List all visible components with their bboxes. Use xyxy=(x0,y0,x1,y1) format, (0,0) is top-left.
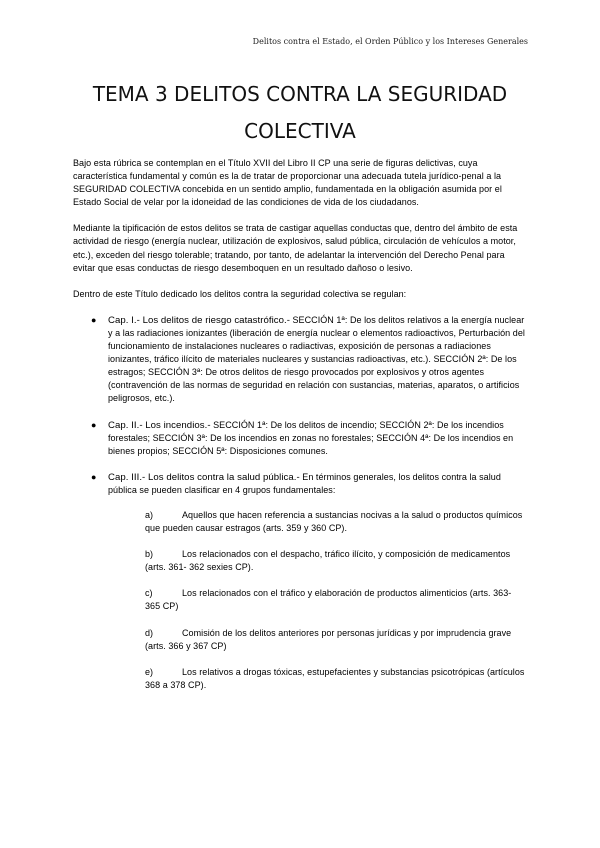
running-header: Delitos contra el Estado, el Orden Público y los Intereses Generales xyxy=(252,37,528,46)
group-text: Los relacionados con el despacho, tráfico ilícito, y composición de medicamentos (arts. 361- 362 sexies CP). xyxy=(145,549,511,573)
group-letter: c) xyxy=(145,588,153,599)
group-text: Aquellos que hacen referencia a sustancias nocivas a la salud o productos químicos que pueden causar estragos (arts. 359 y 360 CP). xyxy=(145,509,523,534)
regulation-lead-paragraph: Dentro de este Título dedicado los delitos contra la seguridad colectiva se regulan: xyxy=(73,288,407,299)
group-list xyxy=(108,509,528,692)
title-line-2: COLECTIVA xyxy=(244,119,356,143)
chapter-text: SECCIÓN 1ª: De los delitos relativos a la energía nuclear y a las radiaciones ionizantes (liberación de energía nuclear o elementos radioactivos, Perturbación del funcionamiento de instalaciones nucleares o radiactivas, exposición de personas a radiaciones ionizantes, tráfico ilícito de materiales nucleares y sustancias radioactivas, etc.). SECCIÓN 2ª: De los estragos; SECCIÓN 3ª: De otros delitos de riesgo provocados por explosivos y otros agentes (contravención de las normas de seguridad en relación con sustancias, materias, aparatos, o artificios peligrosos, etc.). xyxy=(108,314,525,404)
list-item xyxy=(108,509,528,535)
chapter-text: SECCIÓN 1ª: De los delitos de incendio; SECCIÓN 2ª: De los incendios forestales; SECCIÓN 3ª: De los incendios en zonas no forestales; SECCIÓN 4ª: De los incendios en bienes propios; SECCIÓN 5ª: Disposiciones comunes. xyxy=(108,419,514,456)
chapter-title: Cap. III.- Los delitos contra la salud pública.- xyxy=(108,471,300,483)
chapter-title: Cap. II.- Los incendios.- xyxy=(108,419,211,431)
list-item xyxy=(108,666,528,692)
intro-paragraph: Bajo esta rúbrica se contemplan en el Título XVII del Libro II CP una serie de figuras delictivas, cuya característica fundamental y común es la de tratar de proporcionar una adecuada tutela jurídico-penal a la SEGURIDAD COLECTIVA concebida en un sentido amplio, fundamentada en la obligación asumida por el Estado Social de velar por la idoneidad de las condiciones de vida de los ciudadanos. xyxy=(73,158,502,208)
list-item xyxy=(108,548,528,574)
group-letter: d) xyxy=(145,627,154,638)
chapter-text: En términos generales, los delitos contra la salud pública se pueden clasificar en 4 grupos fundamentales: xyxy=(108,471,501,495)
group-letter: e) xyxy=(145,666,154,677)
document-body xyxy=(73,157,528,705)
scope-paragraph: Mediante la tipificación de estos delitos se trata de castigar aquellas conductas que, dentro del ámbito de esta actividad de riesgo (energía nuclear, utilización de explosivos, salud pública, circulación de vehículos a motor, etc.), exceden del riesgo tolerable; tratando, por tanto, de adelantar la intervención del Derecho Penal para evitar que esas conductas de riesgo desemboquen en un resultado dañoso o lesivo. xyxy=(73,223,518,273)
bullet-icon: ● xyxy=(91,419,97,430)
title-line-1: TEMA 3 DELITOS CONTRA LA SEGURIDAD xyxy=(92,82,508,106)
chapter-list xyxy=(73,314,528,692)
bullet-icon: ● xyxy=(91,471,97,482)
page-title xyxy=(60,76,540,150)
list-item xyxy=(108,587,528,613)
group-text: Comisión de los delitos anteriores por personas jurídicas y por imprudencia grave (arts. 366 y 367 CP) xyxy=(145,627,512,651)
group-letter: a) xyxy=(145,509,154,520)
list-item xyxy=(73,471,528,692)
group-text: Los relativos a drogas tóxicas, estupefacientes y substancias psicotrópicas (artículos 368 a 378 CP). xyxy=(145,666,525,690)
list-item xyxy=(73,419,528,458)
chapter-title: Cap. I.- Los delitos de riesgo catastrófico.- xyxy=(108,314,290,326)
list-item xyxy=(73,314,528,406)
list-item xyxy=(108,627,528,653)
group-text: Los relacionados con el tráfico y elaboración de productos alimenticios (arts. 363- 365 CP) xyxy=(145,588,512,612)
group-letter: b) xyxy=(145,549,154,560)
bullet-icon: ● xyxy=(91,314,97,325)
